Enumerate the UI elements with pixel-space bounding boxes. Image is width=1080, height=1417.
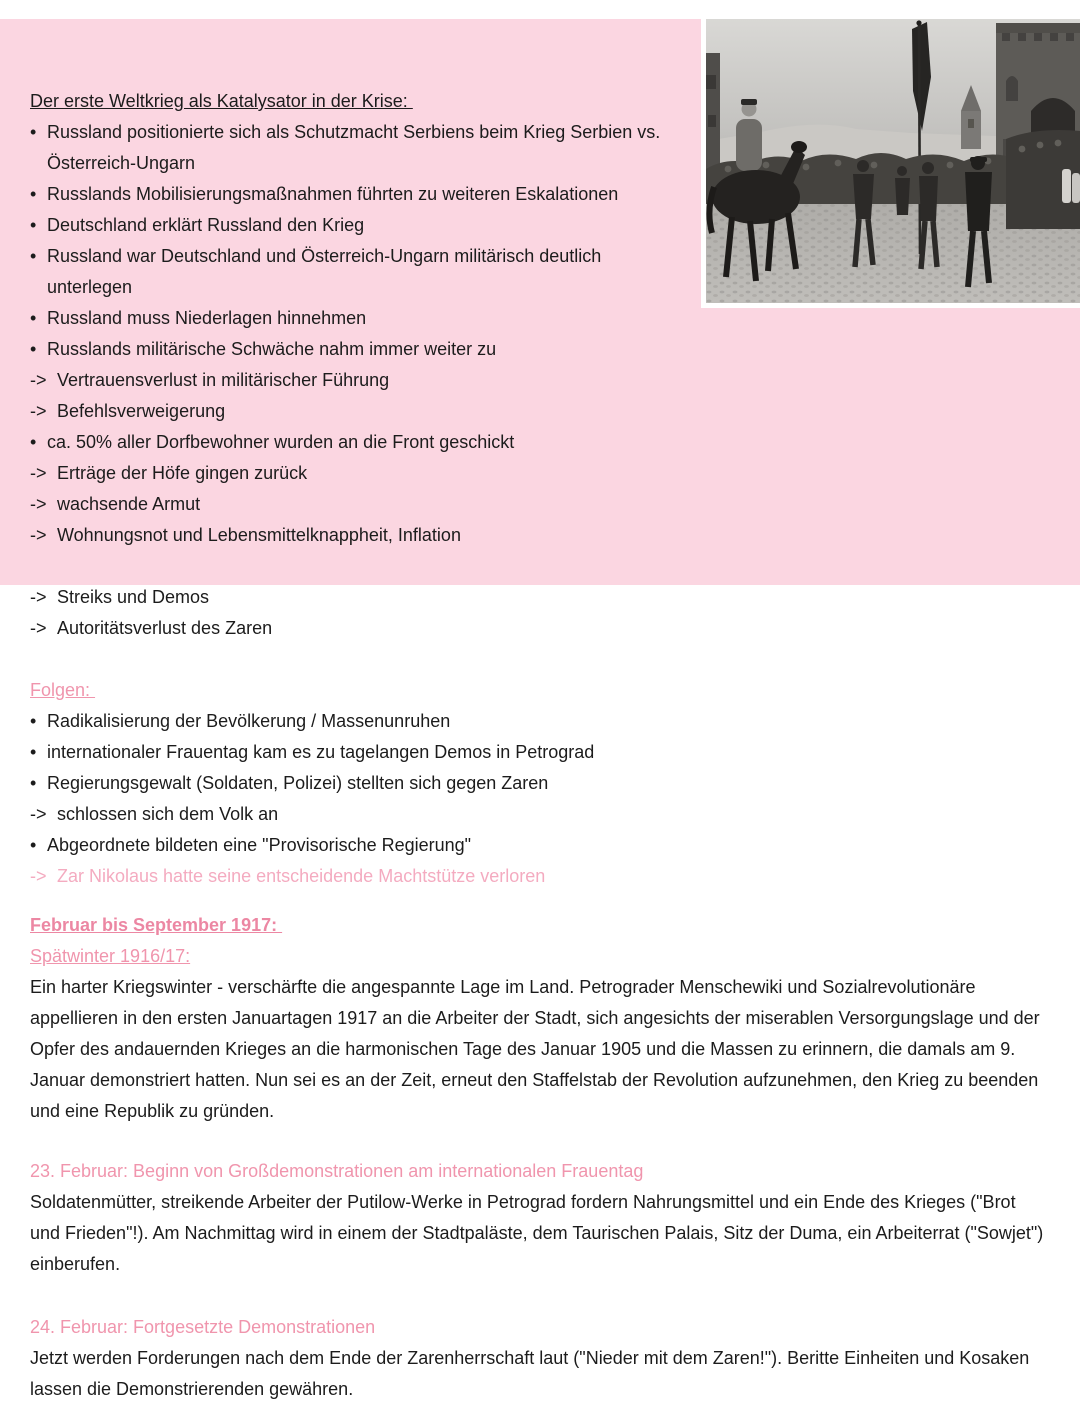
text-line bbox=[30, 1249, 1060, 1280]
heading-text: Folgen: bbox=[30, 680, 96, 700]
line-text: schlossen sich dem Volk an bbox=[57, 804, 279, 824]
text-line bbox=[30, 179, 690, 210]
heading-text: Februar bis September 1917: bbox=[30, 915, 283, 935]
text-line bbox=[30, 1065, 1060, 1096]
bullet-marker: • bbox=[30, 184, 37, 204]
text-line bbox=[30, 1343, 1060, 1374]
line-text: Russlands militärische Schwäche nahm immer weiter zu bbox=[47, 339, 497, 359]
section-feb24 bbox=[30, 1312, 1060, 1405]
text-line bbox=[30, 613, 690, 644]
section-after-pink-list bbox=[30, 582, 690, 644]
text-line bbox=[30, 1374, 1060, 1405]
section-feb23 bbox=[30, 1156, 1060, 1280]
text-line bbox=[30, 117, 690, 148]
text-line bbox=[30, 706, 1050, 737]
line-text: Russland positionierte sich als Schutzmacht Serbiens beim Krieg Serbien vs. bbox=[47, 122, 661, 142]
text-line bbox=[30, 1034, 1060, 1065]
line-text: Erträge der Höfe gingen zurück bbox=[57, 463, 308, 483]
text-line bbox=[30, 737, 1050, 768]
bullet-marker: • bbox=[30, 432, 37, 452]
text-line bbox=[30, 582, 690, 613]
line-text: Russland muss Niederlagen hinnehmen bbox=[47, 308, 367, 328]
section-feb24-paragraph bbox=[30, 1343, 1060, 1405]
line-text: Radikalisierung der Bevölkerung / Massenunruhen bbox=[47, 711, 451, 731]
line-text: Österreich-Ungarn bbox=[47, 153, 196, 173]
line-text: Befehlsverweigerung bbox=[57, 401, 226, 421]
line-text: internationaler Frauentag kam es zu tagelangen Demos in Petrograd bbox=[47, 742, 595, 762]
heading-text: Der erste Weltkrieg als Katalysator in der Krise: bbox=[30, 91, 413, 111]
arrow-marker: -> bbox=[30, 618, 47, 638]
arrow-marker: -> bbox=[30, 370, 47, 390]
line-text: Soldatenmütter, streikende Arbeiter der Putilow-Werke in Petrograd fordern Nahrungsmittel und ein Ende des Krieges ("Brot bbox=[30, 1192, 1016, 1212]
bullet-marker: • bbox=[30, 742, 37, 762]
section-feb-sep-paragraph bbox=[30, 972, 1060, 1127]
historical-photo bbox=[701, 19, 1080, 308]
line-text: ca. 50% aller Dorfbewohner wurden an die Front geschickt bbox=[47, 432, 515, 452]
section-ww1-list bbox=[30, 117, 690, 551]
bullet-marker: • bbox=[30, 339, 37, 359]
text-line bbox=[30, 427, 690, 458]
line-text: Jetzt werden Forderungen nach dem Ende der Zarenherrschaft laut ("Nieder mit dem Zaren!"). Beritte Einheiten und Kosaken bbox=[30, 1348, 1030, 1368]
arrow-marker: -> bbox=[30, 463, 47, 483]
line-text: Vertrauensverlust in militärischer Führung bbox=[57, 370, 390, 390]
bullet-marker: • bbox=[30, 308, 37, 328]
bullet-marker: • bbox=[30, 773, 37, 793]
section-feb-sep bbox=[30, 910, 1060, 1127]
section-folgen bbox=[30, 675, 1050, 892]
line-text: Russland war Deutschland und Österreich-Ungarn militärisch deutlich bbox=[47, 246, 602, 266]
line-text: einberufen. bbox=[30, 1254, 121, 1274]
text-line bbox=[30, 1187, 1060, 1218]
section-feb23-heading bbox=[30, 1156, 1060, 1187]
line-text: Ein harter Kriegswinter - verschärfte die angespannte Lage im Land. Petrograder Menschewiki und Sozialrevolutionäre bbox=[30, 977, 976, 997]
line-text: unterlegen bbox=[47, 277, 133, 297]
section-feb-sep-heading bbox=[30, 910, 1060, 941]
text-line bbox=[30, 334, 690, 365]
text-line bbox=[30, 830, 1050, 861]
line-text: Wohnungsnot und Lebensmittelknappheit, Inflation bbox=[57, 525, 461, 545]
text-line bbox=[30, 272, 690, 303]
arrow-marker: -> bbox=[30, 525, 47, 545]
text-line bbox=[30, 1096, 1060, 1127]
text-line bbox=[30, 1218, 1060, 1249]
section-feb23-paragraph bbox=[30, 1187, 1060, 1280]
historical-photo-illustration bbox=[706, 19, 1080, 303]
bullet-marker: • bbox=[30, 835, 37, 855]
bullet-marker: • bbox=[30, 246, 37, 266]
text-line bbox=[30, 241, 690, 272]
line-text: Opfer des andauernden Krieges an die harmonischen Tage des Januar 1905 und die Massen zu erinnern, die damals am 9. bbox=[30, 1039, 1016, 1059]
text-line bbox=[30, 768, 1050, 799]
text-line bbox=[30, 489, 690, 520]
section-after-pink bbox=[30, 582, 690, 644]
bullet-marker: • bbox=[30, 215, 37, 235]
text-line bbox=[30, 520, 690, 551]
line-text: Zar Nikolaus hatte seine entscheidende Machtstütze verloren bbox=[57, 866, 546, 886]
line-text: und Frieden"!). Am Nachmittag wird in einem der Stadtpaläste, dem Taurischen Palais, Sitz der Duma, ein Arbeiterrat ("Sowjet") bbox=[30, 1223, 1044, 1243]
section-ww1 bbox=[30, 86, 690, 551]
text-line bbox=[30, 799, 1050, 830]
text-line bbox=[30, 303, 690, 334]
line-text: Regierungsgewalt (Soldaten, Polizei) stellten sich gegen Zaren bbox=[47, 773, 549, 793]
text-line bbox=[30, 861, 1050, 892]
section-folgen-list bbox=[30, 706, 1050, 892]
bullet-marker: • bbox=[30, 122, 37, 142]
heading-text: 24. Februar: Fortgesetzte Demonstrationen bbox=[30, 1317, 376, 1337]
line-text: Januar demonstriert hatten. Nun sei es an der Zeit, erneut den Staffelstab der Revolution aufzunehmen, den Krieg zu beenden bbox=[30, 1070, 1039, 1090]
line-text: appellieren in den ersten Januartagen 1917 an die Arbeiter der Stadt, sich angesichts der miserablen Versorgungslage und der bbox=[30, 1008, 1040, 1028]
section-feb-sep-subheading bbox=[30, 941, 1060, 972]
line-text: und eine Republik zu gründen. bbox=[30, 1101, 275, 1121]
line-text: Deutschland erklärt Russland den Krieg bbox=[47, 215, 365, 235]
text-line bbox=[30, 458, 690, 489]
section-feb24-heading bbox=[30, 1312, 1060, 1343]
line-text: Streiks und Demos bbox=[57, 587, 210, 607]
line-text: Autoritätsverlust des Zaren bbox=[57, 618, 273, 638]
section-folgen-heading bbox=[30, 675, 1050, 706]
line-text: Abgeordnete bildeten eine "Provisorische Regierung" bbox=[47, 835, 472, 855]
section-ww1-heading bbox=[30, 86, 690, 117]
text-line bbox=[30, 148, 690, 179]
arrow-marker: -> bbox=[30, 866, 47, 886]
line-text: Russlands Mobilisierungsmaßnahmen führten zu weiteren Eskalationen bbox=[47, 184, 619, 204]
line-text: wachsende Armut bbox=[57, 494, 201, 514]
arrow-marker: -> bbox=[30, 804, 47, 824]
line-text: lassen die Demonstrierenden gewähren. bbox=[30, 1379, 354, 1399]
text-line bbox=[30, 210, 690, 241]
text-line bbox=[30, 1003, 1060, 1034]
arrow-marker: -> bbox=[30, 587, 47, 607]
text-line bbox=[30, 365, 690, 396]
subheading-text: Spätwinter 1916/17: bbox=[30, 946, 191, 966]
arrow-marker: -> bbox=[30, 494, 47, 514]
bullet-marker: • bbox=[30, 711, 37, 731]
text-line bbox=[30, 396, 690, 427]
arrow-marker: -> bbox=[30, 401, 47, 421]
text-line bbox=[30, 972, 1060, 1003]
heading-text: 23. Februar: Beginn von Großdemonstrationen am internationalen Frauentag bbox=[30, 1161, 644, 1181]
